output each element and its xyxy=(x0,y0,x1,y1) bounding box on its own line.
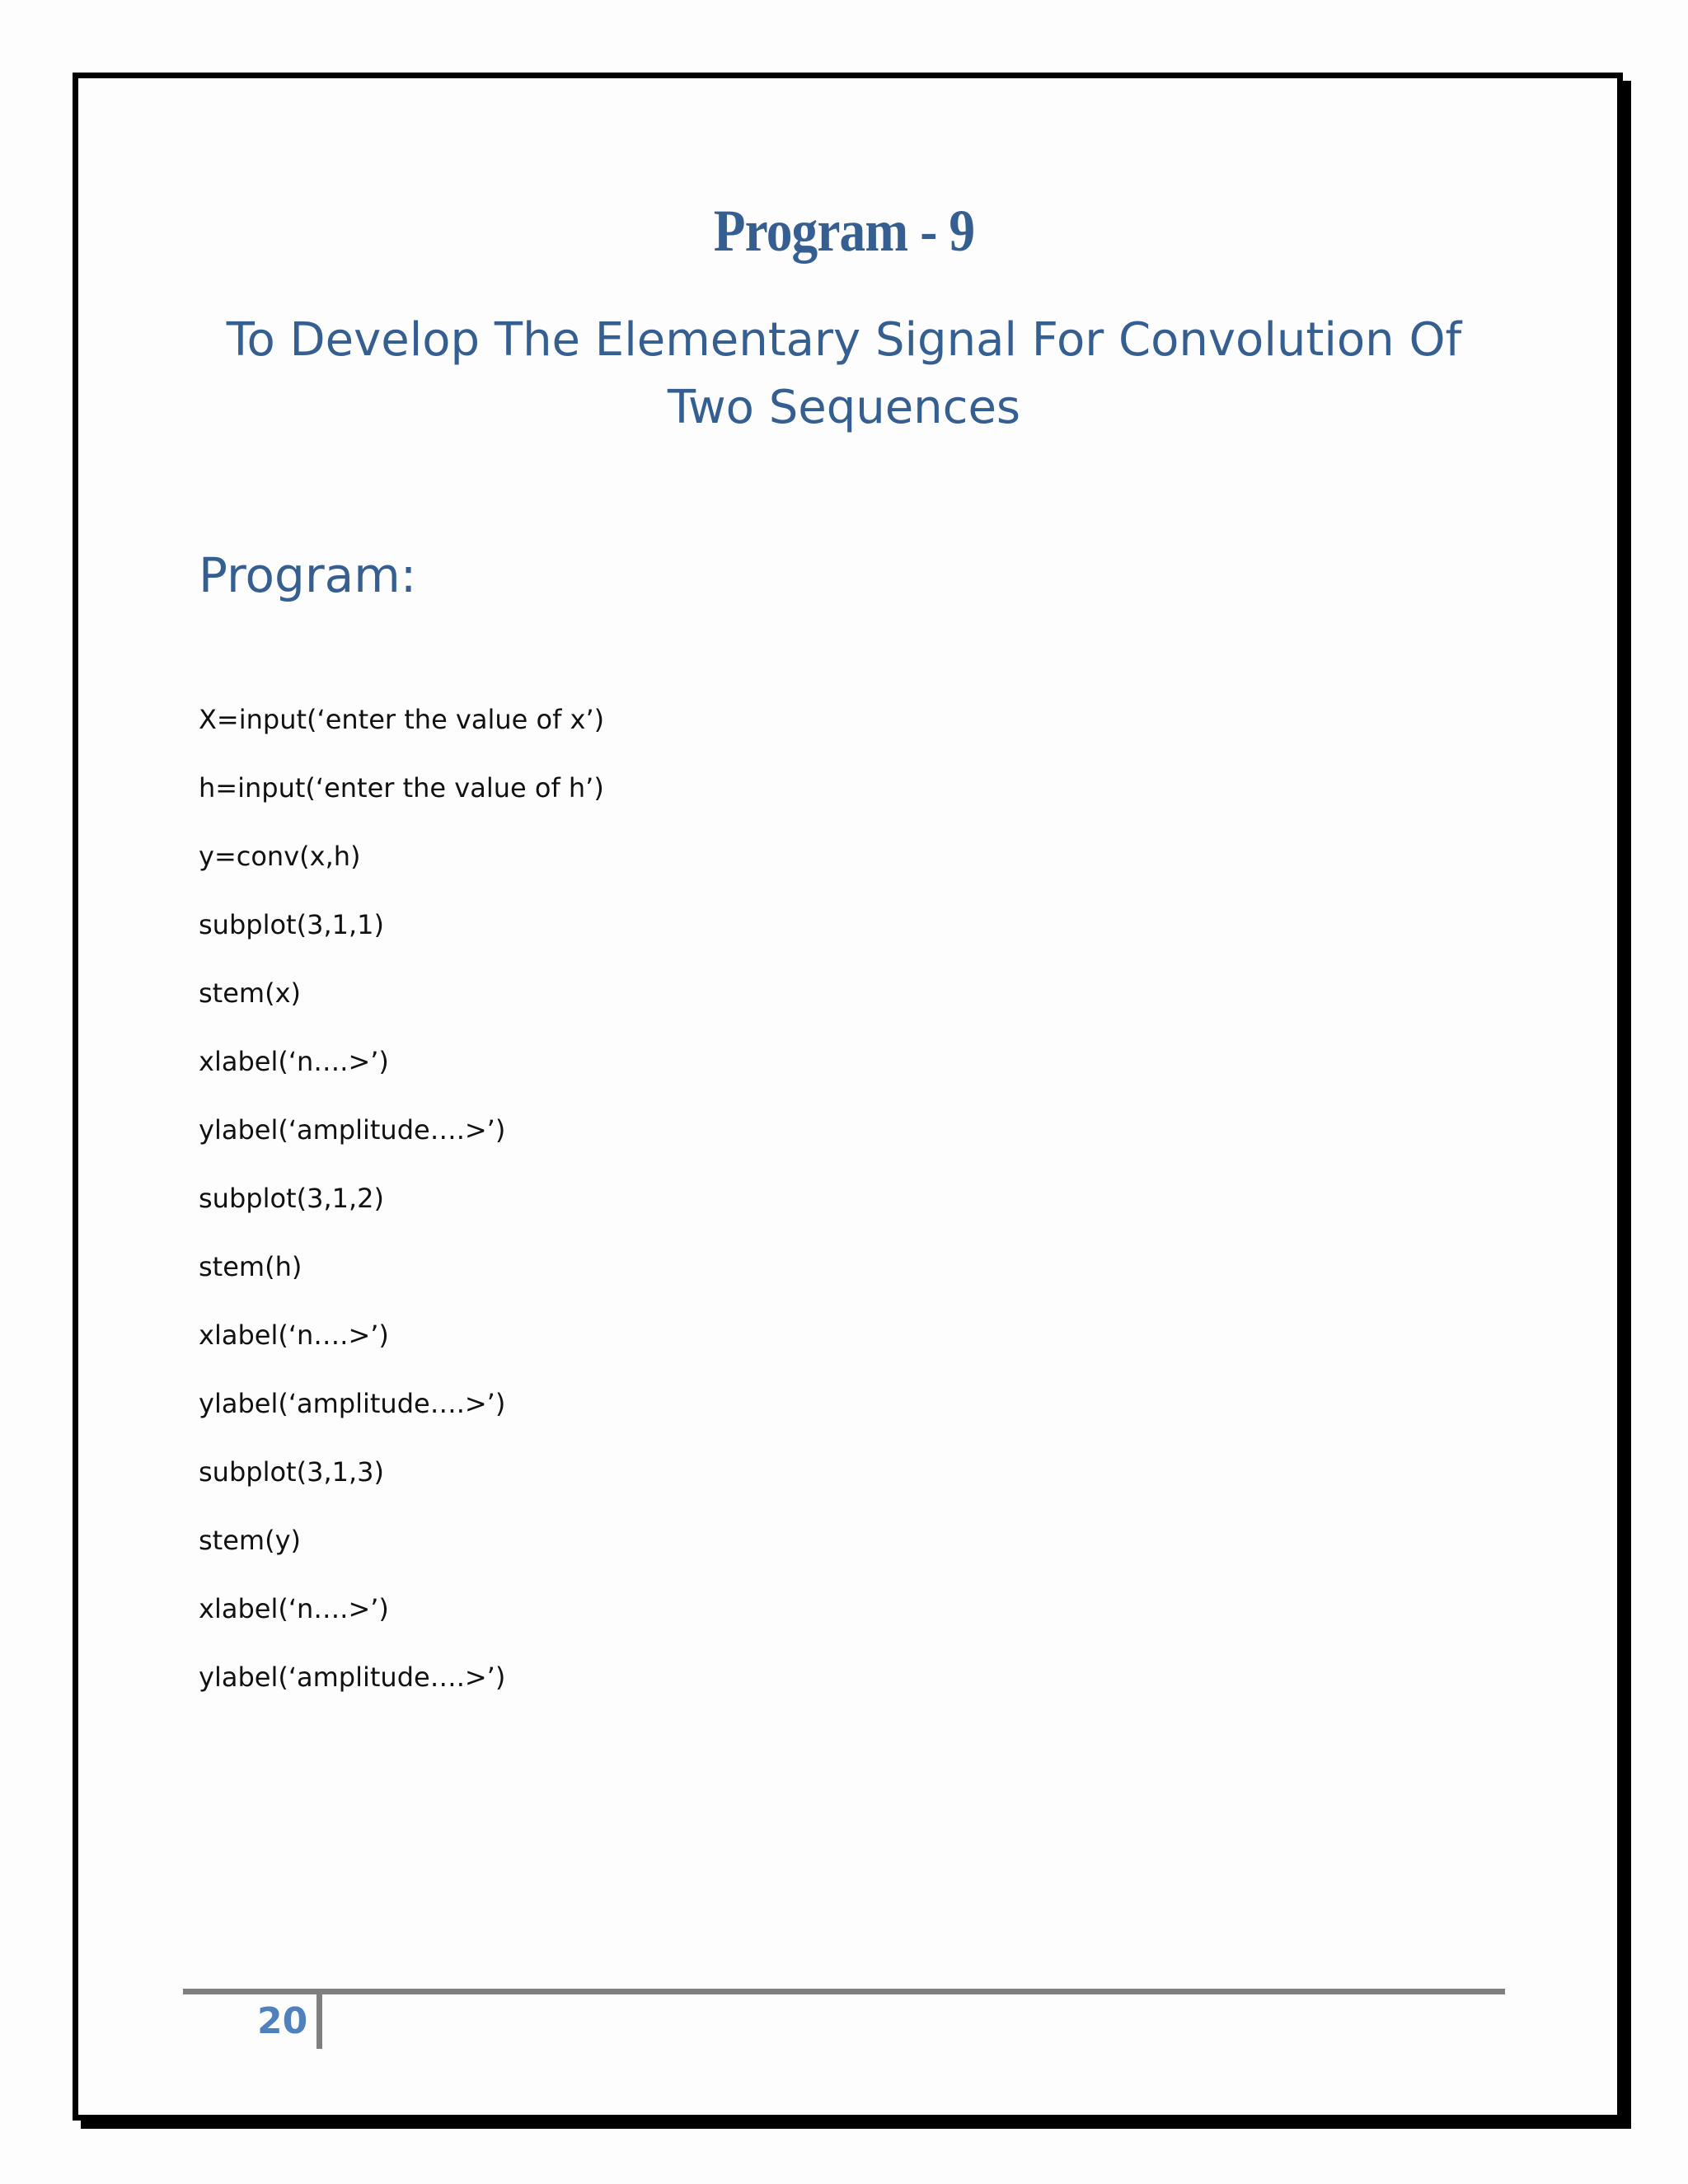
code-line: subplot(3,1,1) xyxy=(199,909,384,940)
subtitle xyxy=(214,307,1474,442)
subtitle-line-1: To Develop The Elementary Signal For Convolution Of xyxy=(226,313,1462,367)
code-line: ylabel(‘amplitude….>’) xyxy=(199,1114,506,1146)
code-listing xyxy=(199,686,604,1712)
code-line: stem(h) xyxy=(199,1251,302,1282)
code-line: y=conv(x,h) xyxy=(199,841,361,872)
code-line: xlabel(‘n….>’) xyxy=(199,1046,389,1077)
code-line: X=input(‘enter the value of x’) xyxy=(199,704,605,735)
code-line: stem(y) xyxy=(199,1525,301,1556)
footer-divider xyxy=(316,1994,322,2049)
code-line: ylabel(‘amplitude….>’) xyxy=(199,1388,506,1419)
code-line: ylabel(‘amplitude….>’) xyxy=(199,1661,506,1693)
page-title: Program - 9 xyxy=(713,198,975,264)
code-line: subplot(3,1,2) xyxy=(199,1183,384,1214)
code-line: xlabel(‘n….>’) xyxy=(199,1593,389,1624)
code-line: subplot(3,1,3) xyxy=(199,1456,384,1488)
subtitle-line-2: Two Sequences xyxy=(667,381,1021,434)
section-heading: Program: xyxy=(199,547,417,603)
code-line: xlabel(‘n….>’) xyxy=(199,1319,389,1351)
footer-rule xyxy=(183,1989,1505,1994)
page-number: 20 xyxy=(257,2000,308,2042)
code-line: stem(x) xyxy=(199,977,301,1009)
code-line: h=input(‘enter the value of h’) xyxy=(199,772,604,804)
